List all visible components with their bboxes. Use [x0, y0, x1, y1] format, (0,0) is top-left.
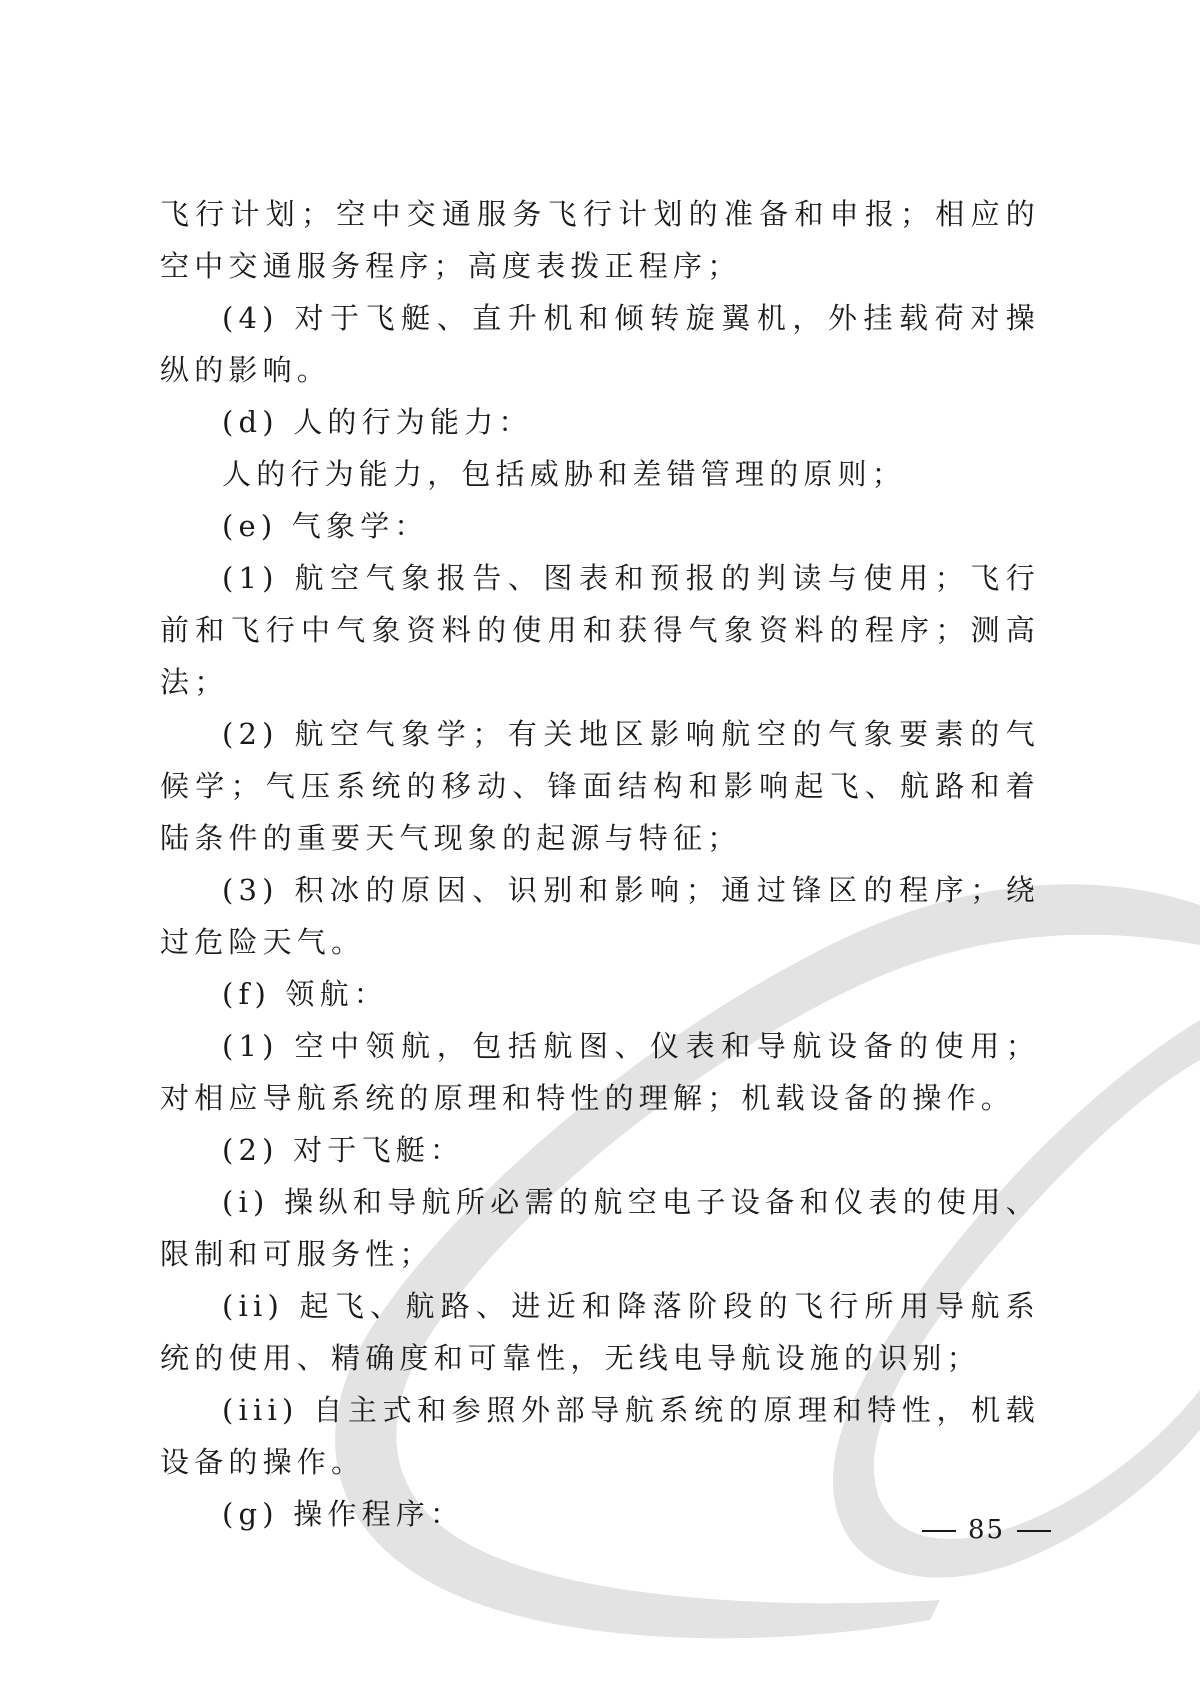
paragraph: (1) 航空气象报告、图表和预报的判读与使用；飞行前和飞行中气象资料的使用和获得气象资料的程序；测高法； — [160, 561, 1040, 699]
dash-right — [1017, 1530, 1051, 1532]
paragraph: (1) 空中领航，包括航图、仪表和导航设备的使用；对相应导航系统的原理和特性的理解；机载设备的操作。 — [160, 1029, 1040, 1115]
section-heading: (g) 操作程序： — [222, 1497, 465, 1531]
paragraph: 人的行为能力，包括威胁和差错管理的原则； — [222, 457, 907, 491]
page-number — [910, 1515, 1063, 1545]
section-heading: (d) 人的行为能力： — [222, 405, 533, 439]
paragraph: 飞行计划；空中交通服务飞行计划的准备和申报；相应的空中交通服务程序；高度表拨正程序； — [160, 197, 1040, 283]
section-heading: (e) 气象学： — [222, 509, 429, 543]
paragraph: (ii) 起飞、航路、进近和降落阶段的飞行所用导航系统的使用、精确度和可靠性，无线电导航设施的识别； — [160, 1289, 1040, 1375]
dash-left — [922, 1530, 956, 1532]
paragraph: (iii) 自主式和参照外部导航系统的原理和特性，机载设备的操作。 — [160, 1393, 1040, 1479]
paragraph: (3) 积冰的原因、识别和影响；通过锋区的程序；绕过危险天气。 — [160, 873, 1040, 959]
paragraph: (i) 操纵和导航所必需的航空电子设备和仪表的使用、限制和可服务性； — [160, 1185, 1040, 1271]
paragraph: (2) 航空气象学；有关地区影响航空的气象要素的气候学；气压系统的移动、锋面结构和影响起飞、航路和着陆条件的重要天气现象的起源与特征； — [160, 717, 1040, 855]
body-text — [160, 188, 1040, 1540]
subsection-heading: (2) 对于飞艇： — [222, 1133, 465, 1167]
paragraph: (4) 对于飞艇、直升机和倾转旋翼机，外挂载荷对操纵的影响。 — [160, 301, 1040, 387]
page-number-value: 85 — [968, 1515, 1006, 1545]
section-heading: (f) 领航： — [222, 977, 388, 1011]
